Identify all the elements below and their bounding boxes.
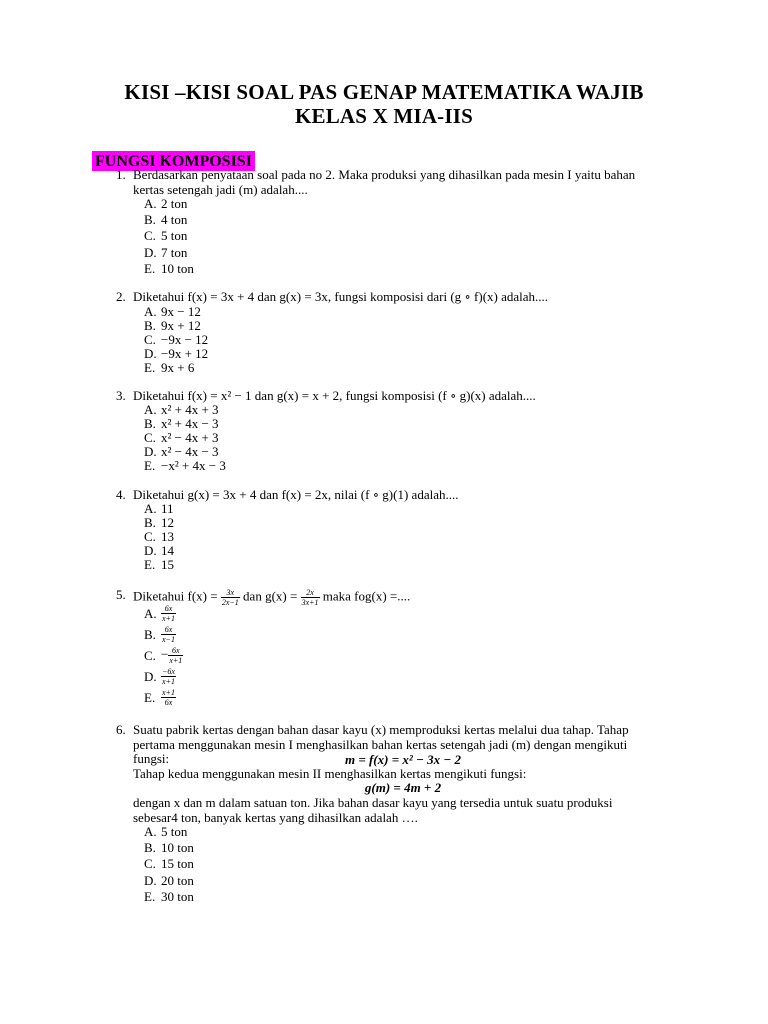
- option-value: 30 ton: [161, 889, 194, 904]
- option-label: B.: [144, 318, 156, 333]
- option-value: x² − 4x − 3: [161, 444, 219, 459]
- option-label: E.: [144, 557, 156, 572]
- option-label: E.: [144, 458, 156, 473]
- option-label: D.: [144, 669, 157, 684]
- option-value: x² − 4x + 3: [161, 430, 219, 445]
- question-number: 4.: [116, 487, 126, 502]
- fraction-denominator: x+1: [162, 677, 175, 686]
- fraction-denominator: x+1: [169, 656, 183, 665]
- question-text-part: Diketahui f(x) =: [133, 588, 218, 604]
- option-label: B.: [144, 416, 156, 431]
- option-value: −9x − 12: [161, 332, 209, 347]
- fraction: [301, 588, 320, 607]
- option-label: D.: [144, 346, 157, 361]
- option-label: D.: [144, 444, 157, 459]
- question-line: fungsi:: [133, 751, 170, 766]
- option-label: B.: [144, 627, 156, 642]
- option-value: −x² + 4x − 3: [161, 458, 226, 473]
- option-label: C.: [144, 430, 156, 445]
- option-value: 5 ton: [161, 228, 188, 243]
- fraction-numerator: −6x: [162, 667, 175, 676]
- option-label: A.: [144, 196, 157, 211]
- fraction: [161, 667, 176, 686]
- option-label: C.: [144, 648, 156, 663]
- fraction-denominator: 3x+1: [301, 598, 319, 607]
- fraction: [221, 588, 240, 607]
- option-label: A.: [144, 304, 157, 319]
- option-value: [161, 688, 176, 707]
- option-label: C.: [144, 332, 156, 347]
- section-heading: FUNGSI KOMPOSISI: [92, 151, 255, 171]
- option-value: 12: [161, 515, 174, 530]
- option-value: −9x + 12: [161, 346, 209, 361]
- option-value: 2 ton: [161, 196, 188, 211]
- option-label: E.: [144, 889, 156, 904]
- option-label: D.: [144, 245, 157, 260]
- question-line: pertama menggunakan mesin I menghasilkan bahan kertas setengah jadi (m) dengan mengikuti: [133, 736, 628, 752]
- option-value: [161, 667, 176, 686]
- option-value: 11: [161, 501, 174, 516]
- question-text: [133, 796, 673, 825]
- option-label: C.: [144, 228, 156, 243]
- fraction-numerator: 3x: [221, 588, 240, 598]
- question-number: 1.: [116, 167, 126, 182]
- question-number: 5.: [116, 587, 126, 602]
- question-text: Diketahui f(x) = x² − 1 dan g(x) = x + 2, fungsi komposisi (f ∘ g)(x) adalah....: [133, 388, 536, 403]
- question-text: [133, 588, 673, 607]
- option-label: D.: [144, 873, 157, 888]
- question-text-part: dan g(x) =: [243, 588, 298, 604]
- question-text: [133, 168, 673, 197]
- option-label: A.: [144, 824, 157, 839]
- doc-title-line1: KISI –KISI SOAL PAS GENAP MATEMATIKA WAJIB: [124, 80, 644, 104]
- fraction-denominator: 6x: [164, 698, 173, 707]
- equation-g: g(m) = 4m + 2: [364, 780, 442, 795]
- option-value: 20 ton: [161, 873, 194, 888]
- option-label: A.: [144, 402, 157, 417]
- option-value: [161, 646, 183, 665]
- option-value: 5 ton: [161, 824, 188, 839]
- fraction: [161, 688, 176, 707]
- option-value: 15 ton: [161, 856, 194, 871]
- question-line: Suatu pabrik kertas dengan bahan dasar kayu (x) memproduksi kertas melalui dua tahap. Tahap: [133, 722, 629, 737]
- option-sign: −: [161, 646, 169, 662]
- option-label: C.: [144, 529, 156, 544]
- fraction: [168, 646, 183, 665]
- option-label: D.: [144, 543, 157, 558]
- question-line: sebesar4 ton, banyak kertas yang dihasilkan adalah ….: [133, 809, 418, 825]
- question-number: 3.: [116, 388, 126, 403]
- question-text-part: maka fog(x) =....: [322, 588, 411, 604]
- option-value: 9x − 12: [161, 304, 201, 319]
- fraction-numerator: 6x: [168, 646, 183, 656]
- option-value: 10 ton: [161, 840, 194, 855]
- option-value: 9x + 12: [161, 318, 201, 333]
- option-label: A.: [144, 501, 157, 516]
- fraction-numerator: 6x: [161, 625, 176, 635]
- question-number: 2.: [116, 289, 126, 304]
- option-value: x² + 4x − 3: [161, 416, 219, 431]
- doc-title-line2: KELAS X MIA-IIS: [294, 104, 474, 128]
- fraction-numerator: 6x: [161, 604, 176, 614]
- equation-m: m = f(x) = x² − 3x − 2: [344, 752, 462, 767]
- option-value: 9x + 6: [161, 360, 195, 375]
- question-line: Tahap kedua menggunakan mesin II menghasilkan kertas mengikuti fungsi:: [133, 765, 527, 781]
- option-label: B.: [144, 515, 156, 530]
- question-line: kertas setengah jadi (m) adalah....: [133, 181, 308, 197]
- option-label: A.: [144, 606, 157, 621]
- fraction-denominator: 2x−1: [221, 598, 239, 607]
- option-value: 13: [161, 529, 174, 544]
- option-label: E.: [144, 690, 156, 705]
- option-value: 14: [161, 543, 174, 558]
- question-line: Berdasarkan penyataan soal pada no 2. Maka produksi yang dihasilkan pada mesin I yaitu bahan: [133, 167, 636, 182]
- option-value: 10 ton: [161, 261, 194, 276]
- fraction: [161, 604, 176, 623]
- fraction-denominator: x+1: [162, 614, 175, 623]
- option-label: B.: [144, 840, 156, 855]
- fraction-denominator: x−1: [162, 635, 175, 644]
- option-value: 7 ton: [161, 245, 188, 260]
- option-label: E.: [144, 360, 156, 375]
- option-label: C.: [144, 856, 156, 871]
- fraction-numerator: 2x: [301, 588, 320, 598]
- question-text: Diketahui g(x) = 3x + 4 dan f(x) = 2x, nilai (f ∘ g)(1) adalah....: [133, 487, 459, 502]
- question-number: 6.: [116, 722, 126, 737]
- option-value: 4 ton: [161, 212, 188, 227]
- question-text: Diketahui f(x) = 3x + 4 dan g(x) = 3x, fungsi komposisi dari (g ∘ f)(x) adalah....: [133, 289, 549, 304]
- fraction-numerator: x+1: [162, 688, 175, 697]
- question-line: dengan x dan m dalam satuan ton. Jika bahan dasar kayu yang tersedia untuk suatu produksi: [133, 795, 613, 810]
- option-value: 15: [161, 557, 174, 572]
- fraction: [161, 625, 176, 644]
- option-value: [161, 625, 176, 644]
- option-value: [161, 604, 176, 623]
- option-label: B.: [144, 212, 156, 227]
- option-label: E.: [144, 261, 156, 276]
- option-value: x² + 4x + 3: [161, 402, 219, 417]
